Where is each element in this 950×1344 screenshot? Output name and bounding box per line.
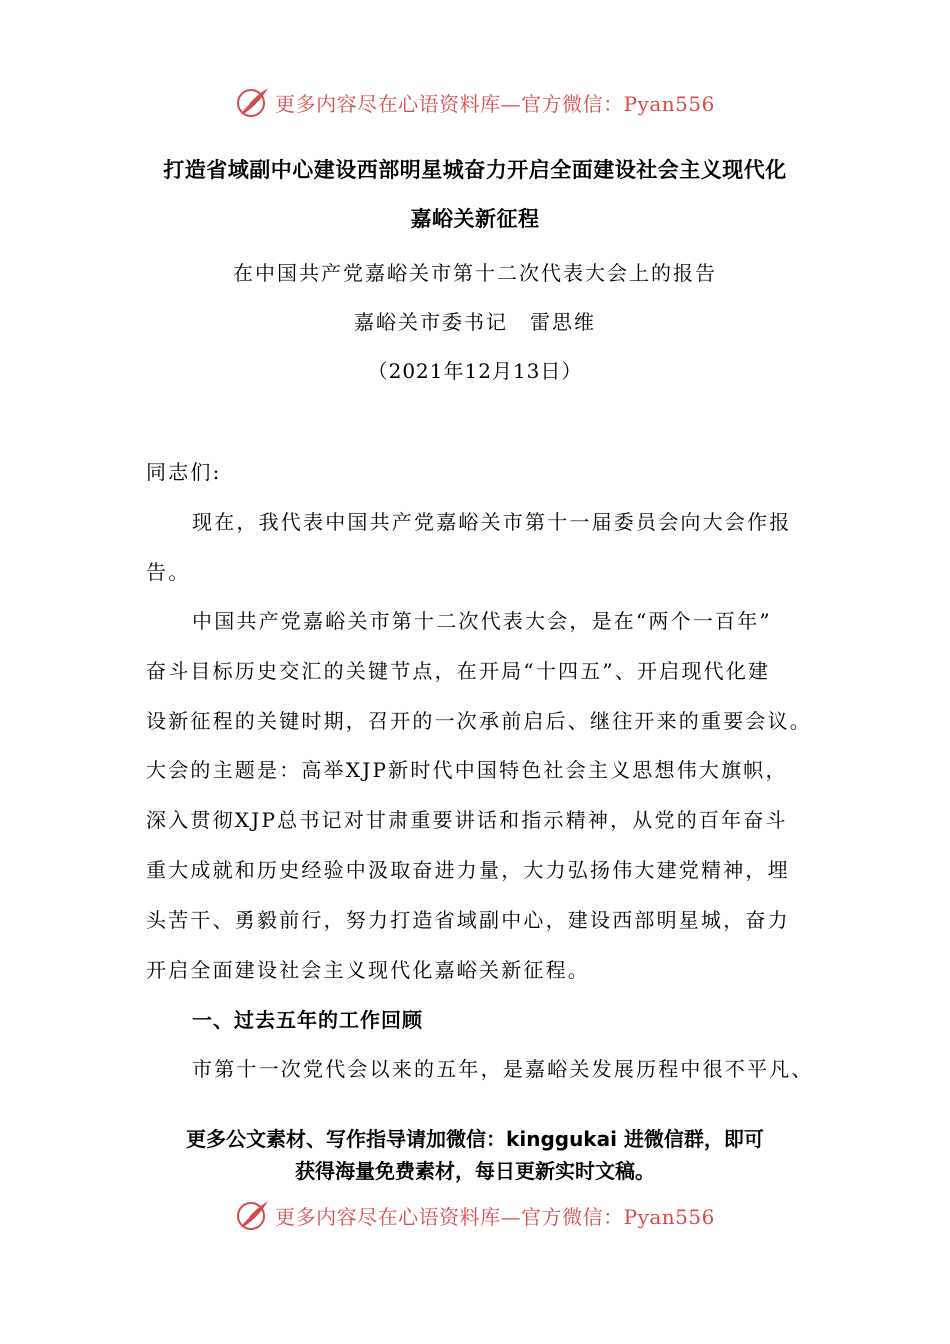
paragraph-line: 中国共产党嘉峪关市第十二次代表大会，是在“两个一百年” [192,609,772,633]
paragraph-line: 告。 [146,560,191,584]
document-subtitle: 在中国共产党嘉峪关市第十二次代表大会上的报告 [233,261,717,285]
watermark-text: 更多内容尽在心语资料库—官方微信：Pyan556 [275,1204,715,1229]
paragraph-line: 市第十一次党代会以来的五年，是嘉峪关发展历程中很不平凡、 [192,1057,814,1081]
promo-line1: 更多公文素材、写作指导请加微信：kinggukai 进微信群，即可 [186,1127,764,1151]
watermark-banner-top [0,82,950,122]
quill-pen-icon [235,84,271,120]
promo-line2: 获得海量免费素材，每日更新实时文稿。 [295,1159,655,1183]
section-heading: 一、过去五年的工作回顾 [192,1008,423,1032]
watermark-banner-bottom [0,1195,950,1235]
paragraph-line: 设新征程的关键时期，召开的一次承前启后、继往开来的重要会议。 [146,709,812,733]
quill-pen-icon [235,1197,271,1233]
document-author: 嘉峪关市委书记 雷思维 [354,310,596,334]
document-title-line2: 嘉峪关新征程 [410,206,540,231]
paragraph-line: 现在，我代表中国共产党嘉峪关市第十一届委员会向大会作报 [192,510,792,534]
document-date: （2021年12月13日） [367,359,583,383]
paragraph-line: 重大成就和历史经验中汲取奋进力量，大力弘扬伟大建党精神，埋 [146,858,790,882]
watermark-text: 更多内容尽在心语资料库—官方微信：Pyan556 [275,91,715,116]
paragraph-line: 头苦干、勇毅前行，努力打造省域副中心，建设西部明星城，奋力 [146,908,790,932]
document-title-line1: 打造省域副中心建设西部明星城奋力开启全面建设社会主义现代化 [163,157,787,182]
paragraph-line: 奋斗目标历史交汇的关键节点，在开局“十四五”、开启现代化建 [146,659,771,683]
salutation: 同志们: [146,460,222,484]
paragraph-line: 深入贯彻XJP总书记对甘肃重要讲话和指示精神，从党的百年奋斗 [146,808,788,832]
paragraph-line: 开启全面建设社会主义现代化嘉峪关新征程。 [146,958,590,982]
paragraph-line: 大会的主题是：高举XJP新时代中国特色社会主义思想伟大旗帜， [146,758,788,782]
